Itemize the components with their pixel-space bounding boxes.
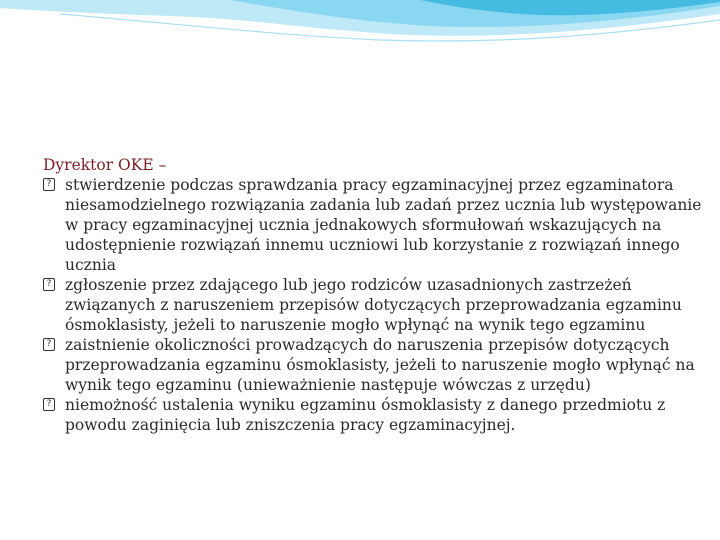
bullet-text: zaistnienie okoliczności prowadzących do naruszenia przepisów dotyczących przeprowadzania egzaminu ósmoklasisty, jeżeli to naruszenie mogło wpłynąć na wynik tego egzaminu (unieważnienie następuje wówczas z urzędu)	[65, 336, 695, 394]
wave-decoration	[0, 0, 720, 60]
missing-glyph-icon: ?	[43, 398, 55, 411]
missing-glyph-icon: ?	[43, 178, 55, 191]
heading: Dyrektor OKE –	[43, 156, 167, 174]
list-item	[43, 175, 703, 275]
bullet-text: niemożność ustalenia wyniku egzaminu ósmoklasisty z danego przedmiotu z powodu zaginięcia lub zniszczenia pracy egzaminacyjnej.	[65, 396, 666, 434]
bullet-text: stwierdzenie podczas sprawdzania pracy egzaminacyjnej przez egzaminatora niesamodzielnego rozwiązania zadania lub zadań przez ucznia lub występowanie w pracy egzaminacyjnej ucznia jednakowych sformułowań wskazujących na udostępnienie rozwiązań innemu uczniowi lub korzystanie z rozwiązań innego ucznia	[65, 176, 702, 274]
bullet-list	[43, 175, 703, 435]
text-block	[43, 155, 703, 435]
missing-glyph-icon: ?	[43, 338, 55, 351]
list-item	[43, 335, 703, 395]
list-item	[43, 395, 703, 435]
bullet-text: zgłoszenie przez zdającego lub jego rodziców uzasadnionych zastrzeżeń związanych z naruszeniem przepisów dotyczących przeprowadzania egzaminu ósmoklasisty, jeżeli to naruszenie mogło wpłynąć na wynik tego egzaminu	[65, 276, 682, 334]
list-item	[43, 275, 703, 335]
missing-glyph-icon: ?	[43, 278, 55, 291]
